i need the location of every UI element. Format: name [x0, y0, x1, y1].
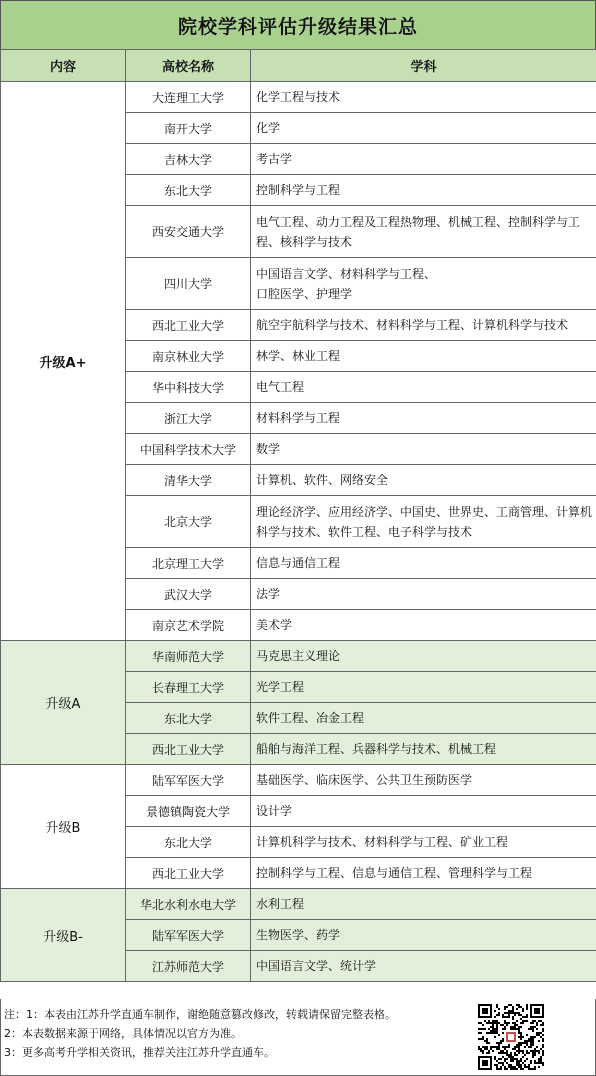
subject-list: 软件工程、冶金工程	[251, 703, 596, 734]
header-school: 高校名称	[126, 50, 251, 82]
school-name: 西北工业大学	[126, 858, 251, 889]
subject-list: 基础医学、临床医学、公共卫生预防医学	[251, 765, 596, 796]
subject-list: 中国语言文学、统计学	[251, 951, 596, 982]
subject-list: 材料科学与工程	[251, 403, 596, 434]
subject-list: 林学、林业工程	[251, 341, 596, 372]
school-name: 西北工业大学	[126, 734, 251, 765]
school-name: 西北工业大学	[126, 310, 251, 341]
school-name: 四川大学	[126, 258, 251, 310]
school-name: 吉林大学	[126, 144, 251, 175]
subject-list: 计算机、软件、网络安全	[251, 465, 596, 496]
school-name: 大连理工大学	[126, 82, 251, 113]
header-content: 内容	[1, 50, 126, 82]
school-name: 陆军军医大学	[126, 920, 251, 951]
subject-list: 控制科学与工程	[251, 175, 596, 206]
group-label: 升级A+	[1, 82, 126, 641]
subject-list: 美术学	[251, 610, 596, 641]
subject-list: 理论经济学、应用经济学、中国史、世界史、工商管理、计算机科学与技术、软件工程、电子科学与技术	[251, 496, 596, 548]
subject-list: 船舶与海洋工程、兵器科学与技术、机械工程	[251, 734, 596, 765]
subject-list: 法学	[251, 579, 596, 610]
school-name: 清华大学	[126, 465, 251, 496]
subject-list: 马克思主义理论	[251, 641, 596, 672]
school-name: 江苏师范大学	[126, 951, 251, 982]
school-name: 华南师范大学	[126, 641, 251, 672]
school-name: 长春理工大学	[126, 672, 251, 703]
subject-list: 水利工程	[251, 889, 596, 920]
school-name: 南京林业大学	[126, 341, 251, 372]
subject-list: 光学工程	[251, 672, 596, 703]
subject-list: 计算机科学与技术、材料科学与工程、矿业工程	[251, 827, 596, 858]
table-row	[1, 765, 596, 796]
group-label: 升级B-	[1, 889, 126, 982]
subject-list: 考古学	[251, 144, 596, 175]
table-body	[1, 82, 596, 982]
school-name: 景德镇陶瓷大学	[126, 796, 251, 827]
notes	[4, 1005, 396, 1062]
school-name: 中国科学技术大学	[126, 434, 251, 465]
results-table	[0, 49, 596, 982]
page-title: 院校学科评估升级结果汇总	[0, 0, 596, 50]
school-name: 北京大学	[126, 496, 251, 548]
school-name: 浙江大学	[126, 403, 251, 434]
subject-list: 中国语言文学、材料科学与工程、 口腔医学、护理学	[251, 258, 596, 310]
subject-list: 数学	[251, 434, 596, 465]
school-name: 东北大学	[126, 703, 251, 734]
school-name: 华中科技大学	[126, 372, 251, 403]
school-name: 西安交通大学	[126, 206, 251, 258]
subject-list: 化学	[251, 113, 596, 144]
subject-list: 电气工程	[251, 372, 596, 403]
table-row	[1, 82, 596, 113]
subject-list: 设计学	[251, 796, 596, 827]
school-name: 武汉大学	[126, 579, 251, 610]
qr-code-icon	[478, 1004, 544, 1070]
note-line: 2：本表数据来源于网络，具体情况以官方为准。	[4, 1027, 242, 1040]
school-name: 东北大学	[126, 175, 251, 206]
footer	[0, 999, 596, 1076]
note-line: 注：1：本表由江苏升学直通车制作，谢绝随意篡改修改，转载请保留完整表格。	[4, 1008, 396, 1021]
school-name: 陆军军医大学	[126, 765, 251, 796]
school-name: 华北水利水电大学	[126, 889, 251, 920]
school-name: 南开大学	[126, 113, 251, 144]
header-subject: 学科	[251, 50, 596, 82]
table-row	[1, 889, 596, 920]
school-name: 北京理工大学	[126, 548, 251, 579]
school-name: 东北大学	[126, 827, 251, 858]
table-row	[1, 641, 596, 672]
subject-list: 生物医学、药学	[251, 920, 596, 951]
school-name: 南京艺术学院	[126, 610, 251, 641]
group-label: 升级B	[1, 765, 126, 889]
subject-list: 控制科学与工程、信息与通信工程、管理科学与工程	[251, 858, 596, 889]
subject-list: 电气工程、动力工程及工程热物理、机械工程、控制科学与工程、核科学与技术	[251, 206, 596, 258]
subject-list: 信息与通信工程	[251, 548, 596, 579]
subject-list: 化学工程与技术	[251, 82, 596, 113]
subject-list: 航空宇航科学与技术、材料科学与工程、计算机科学与技术	[251, 310, 596, 341]
table-header-row	[1, 50, 596, 82]
group-label: 升级A	[1, 641, 126, 765]
note-line: 3：更多高考升学相关资讯，推荐关注江苏升学直通车。	[4, 1046, 275, 1059]
